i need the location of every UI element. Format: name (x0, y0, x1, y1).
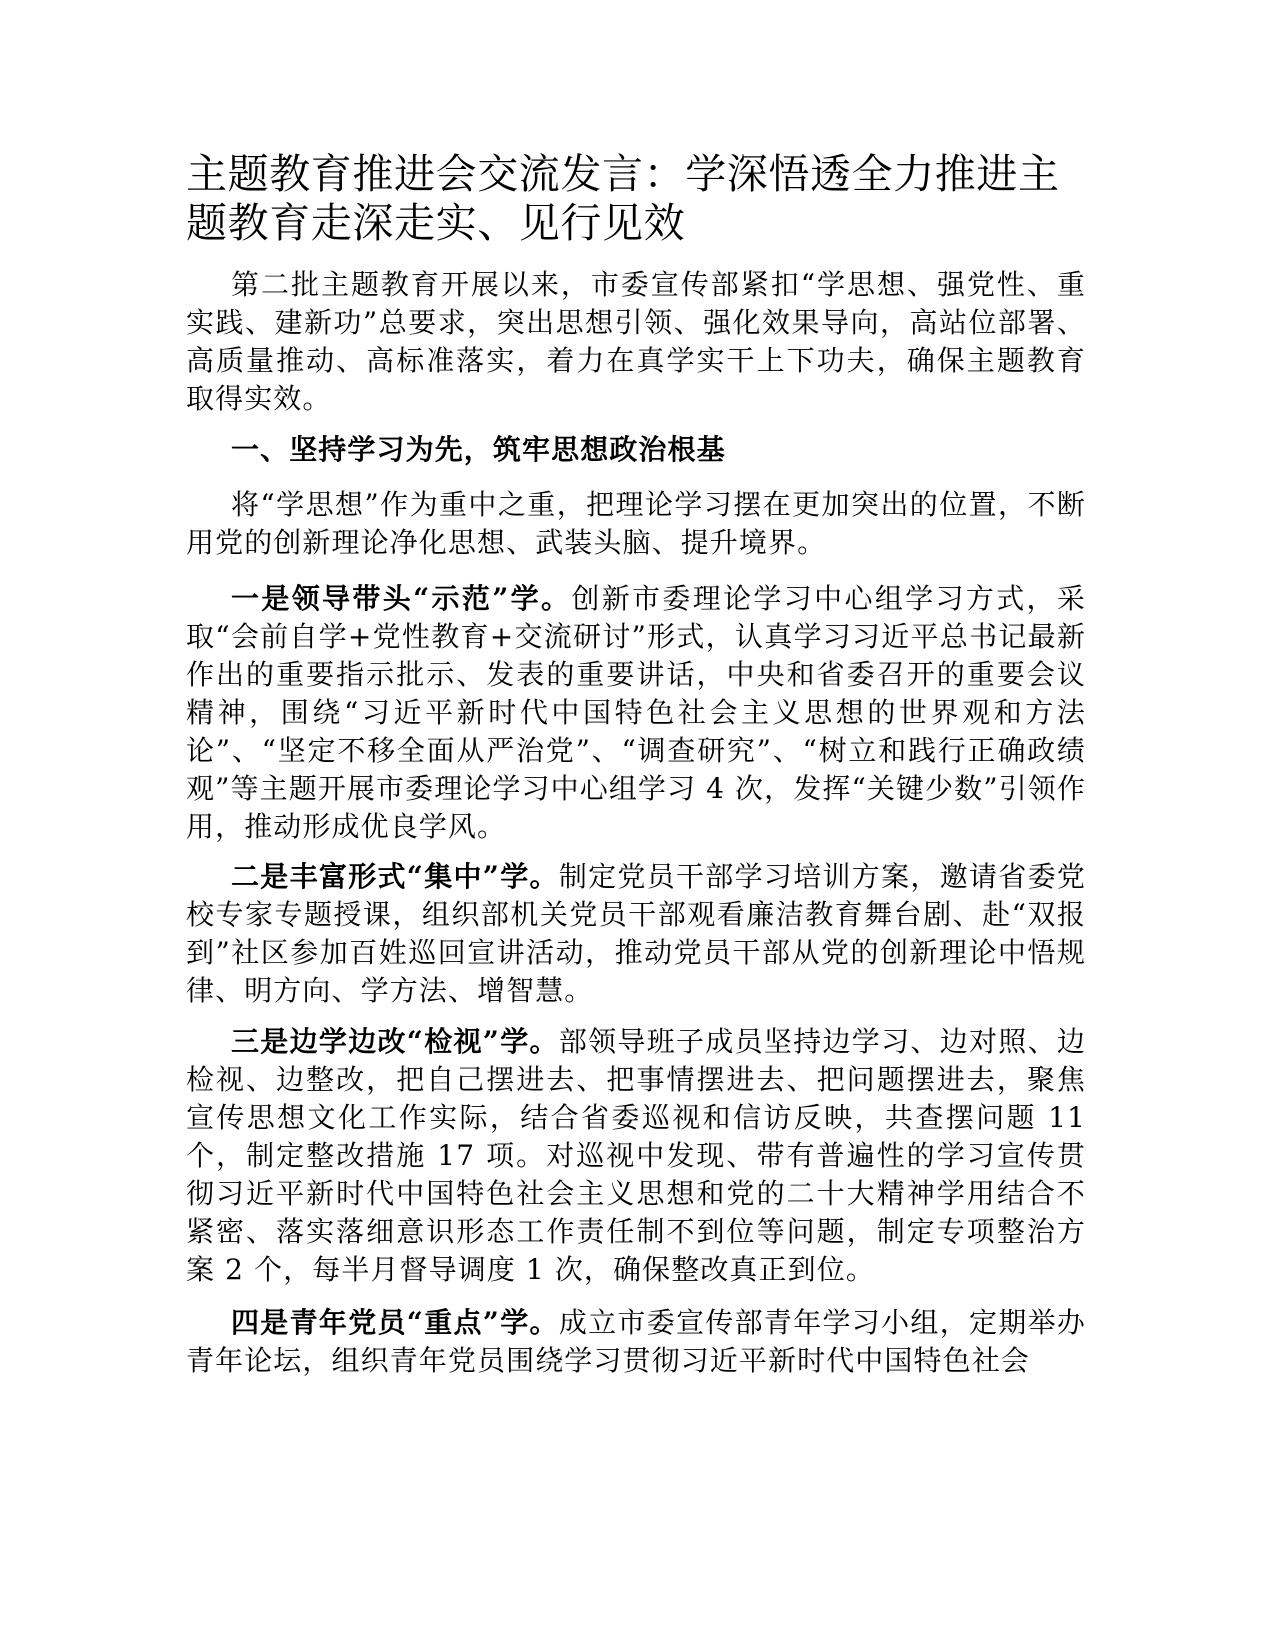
item-paragraph-3 (186, 1023, 1086, 1289)
item-lead-4: 四是青年党员“重点”学。 (231, 1306, 559, 1339)
section-heading: 一、坚持学习为先，筑牢思想政治根基 (231, 433, 726, 466)
document-page (186, 0, 1086, 1650)
item-text-2: 制定党员干部学习培训方案，邀请省委党校专家专题授课，组织部机关党员干部观看廉洁教育舞台剧、赴“双报到”社区参加百姓巡回宣讲活动，推动党员干部从党的创新理论中悟规律、明方向、学方法、增智慧。 (186, 860, 1086, 1007)
item-text-3: 部领导班子成员坚持边学习、边对照、边检视、边整改，把自己摆进去、把事情摆进去、把问题摆进去，聚焦宣传思想文化工作实际，结合省委巡视和信访反映，共查摆问题 11 个，制定整改措施 17 项。对巡视中发现、带有普遍性的学习宣传贯彻习近平新时代中国特色社会主义思想和党的二十大精神学用结合不紧密、落实落细意识形态工作责任制不到位等问题，制定专项整治方案 2 个，每半月督导调度 1 次，确保整改真正到位。 (186, 1025, 1086, 1286)
document-title: 主题教育推进会交流发言：学深悟透全力推进主题教育走深走实、见行见效 (186, 150, 1060, 247)
item-text-4: 成立市委宣传部青年学习小组，定期举办青年论坛，组织青年党员围绕学习贯彻习近平新时代中国特色社会 (186, 1306, 1086, 1377)
intro-paragraph: 第二批主题教育开展以来，市委宣传部紧扣“学思想、强党性、重实践、建新功”总要求，突出思想引领、强化效果导向，高站位部署、高质量推动、高标准落实，着力在真学实干上下功夫，确保主题教育取得实效。 (186, 268, 1086, 415)
item-lead-2: 二是丰富形式“集中”学。 (231, 860, 559, 893)
item-paragraph-1 (186, 580, 1086, 846)
item-paragraph-2 (186, 858, 1086, 1010)
item-lead-3: 三是边学边改“检视”学。 (231, 1025, 559, 1058)
item-text-1: 创新市委理论学习中心组学习方式，采取“会前自学+党性教育+交流研讨”形式，认真学习习近平总书记最新作出的重要指示批示、发表的重要讲话，中央和省委召开的重要会议精神，围绕“习近平新时代中国特色社会主义思想的世界观和方法论”、“坚定不移全面从严治党”、“调查研究”、“树立和践行正确政绩观”等主题开展市委理论学习中心组学习 4 次，发挥“关键少数”引领作用，推动形成优良学风。 (186, 582, 1086, 843)
item-lead-1: 一是领导带头“示范”学。 (231, 582, 572, 615)
section-intro-paragraph: 将“学思想”作为重中之重，把理论学习摆在更加突出的位置，不断用党的创新理论净化思想、武装头脑、提升境界。 (186, 488, 1086, 559)
item-paragraph-4 (186, 1304, 1086, 1380)
